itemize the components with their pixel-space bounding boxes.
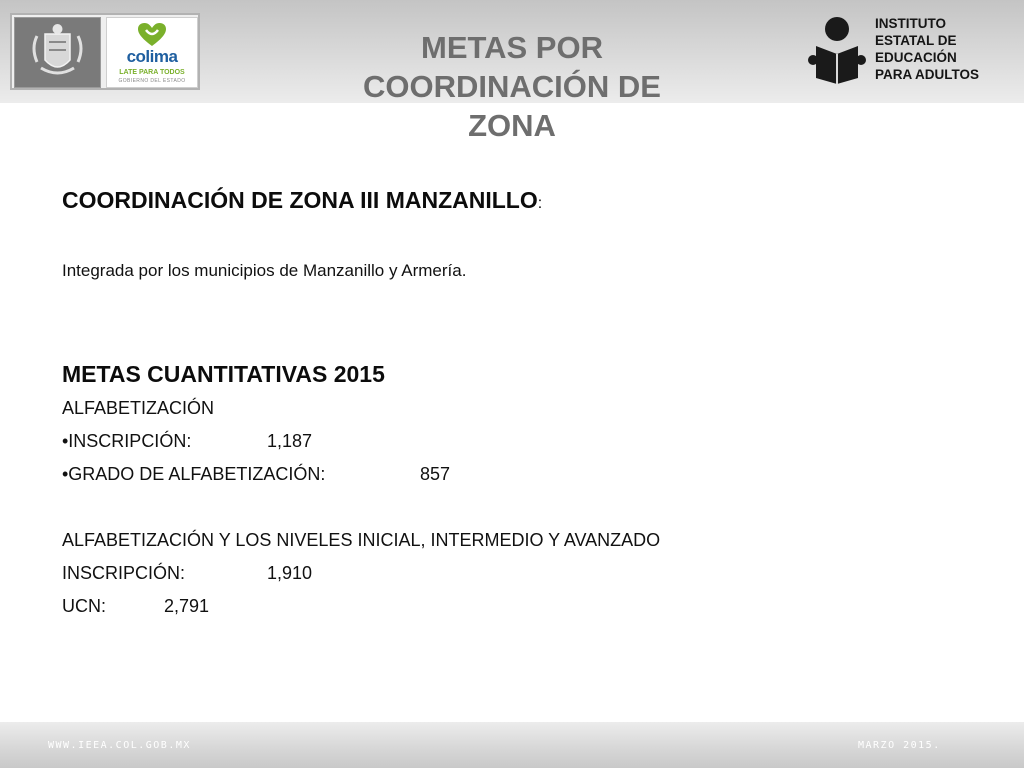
page-title [312, 28, 712, 145]
footer-date: MARZO 2015. [858, 740, 941, 751]
inscripcion-2-value: 1,910 [267, 563, 313, 583]
title-line-1: METAS POR [421, 30, 603, 65]
government-logos-panel [10, 13, 200, 90]
heart-icon [137, 22, 167, 48]
ucn-row [62, 596, 362, 620]
ieea-name-line-4: PARA ADULTOS [875, 67, 979, 82]
person-reading-book-icon [808, 16, 866, 84]
ieea-name-line-3: EDUCACIÓN [875, 50, 957, 65]
zona-heading [62, 187, 542, 214]
zona-heading-colon: : [537, 195, 543, 212]
metas-heading: METAS CUANTITATIVAS 2015 [62, 361, 385, 387]
alfabetizacion-label: ALFABETIZACIÓN [62, 398, 215, 418]
state-coat-of-arms-icon [14, 17, 101, 88]
inscripcion-row-2 [62, 563, 462, 587]
ieea-name-line-1: INSTITUTO [875, 16, 947, 31]
ucn-label: UCN: [62, 596, 106, 616]
colima-subtitle: GOBIERNO DEL ESTADO [118, 78, 186, 84]
niveles-label: ALFABETIZACIÓN Y LOS NIVELES INICIAL, INTERMEDIO Y AVANZADO [62, 530, 661, 550]
grado-value: 857 [420, 464, 451, 484]
footer-website: WWW.IEEA.COL.GOB.MX [48, 740, 191, 751]
zona-heading-text: COORDINACIÓN DE ZONA III MANZANILLO [62, 187, 538, 213]
colima-logo [106, 17, 198, 88]
inscripcion-2-label: INSCRIPCIÓN: [62, 563, 186, 583]
integrada-text: Integrada por los municipios de Manzanillo y Armería. [62, 261, 467, 280]
colima-wordmark: colima [126, 47, 178, 66]
ieea-logo-text [875, 15, 979, 83]
ieea-name-line-2: ESTATAL DE [875, 33, 957, 48]
grado-label: •GRADO DE ALFABETIZACIÓN: [62, 464, 326, 484]
ucn-value: 2,791 [164, 596, 210, 616]
grado-row [62, 464, 512, 488]
inscripcion-row-1 [62, 431, 462, 455]
inscripcion-1-label: •INSCRIPCIÓN: [62, 431, 192, 451]
title-line-2: COORDINACIÓN DE [363, 69, 661, 104]
inscripcion-1-value: 1,187 [267, 431, 313, 451]
title-line-3: ZONA [468, 108, 556, 143]
colima-tagline: LATE PARA TODOS [119, 69, 185, 76]
